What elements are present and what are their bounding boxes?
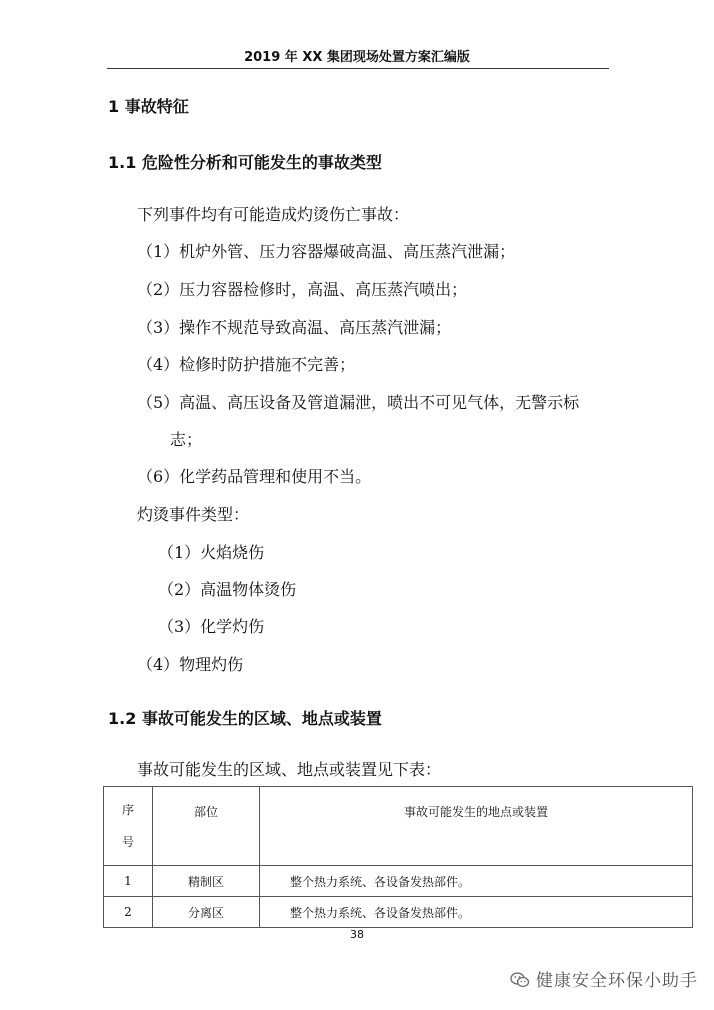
hazard-item-continuation: 志；	[170, 430, 203, 449]
watermark-text: 健康安全环保小助手	[536, 971, 698, 991]
page-number: 38	[350, 928, 364, 941]
cell-no: 2	[104, 897, 153, 928]
header-no-line-1: 序	[121, 803, 134, 817]
cell-location: 整个热力系统、各设备发热部件。	[260, 897, 693, 928]
header-no-line-2: 号	[121, 835, 134, 849]
burn-type-item: （2）高温物体烫伤	[158, 580, 297, 599]
burn-type-item: （3）化学灼伤	[158, 617, 265, 636]
hazard-item: （2）压力容器检修时，高温、高压蒸汽喷出；	[137, 280, 468, 299]
header-location: 事故可能发生的地点或装置	[260, 787, 693, 866]
hazard-item: （5）高温、高压设备及管道漏泄，喷出不可见气体，无警示标	[137, 393, 580, 412]
hazard-item: （3）操作不规范导致高温、高压蒸汽泄漏；	[137, 318, 452, 337]
section-1-1-heading: 1.1 危险性分析和可能发生的事故类型	[108, 153, 382, 172]
hazard-item: （4）检修时防护措施不完善；	[137, 355, 356, 374]
wechat-icon	[510, 972, 530, 988]
cell-location: 整个热力系统、各设备发热部件。	[260, 866, 693, 897]
location-table	[103, 786, 693, 928]
watermark	[510, 966, 698, 991]
section-1-2-heading: 1.2 事故可能发生的区域、地点或装置	[108, 709, 382, 728]
hazard-item: （6）化学药品管理和使用不当。	[137, 467, 372, 486]
table-row	[104, 897, 693, 928]
burn-type-item: （1）火焰烧伤	[158, 543, 265, 562]
cell-part: 精制区	[153, 866, 260, 897]
section-1-1-intro: 下列事件均有可能造成灼烫伤亡事故：	[137, 205, 410, 224]
header-no	[104, 787, 153, 866]
table-header-row	[104, 787, 693, 866]
burn-type-item: （4）物理灼伤	[137, 655, 244, 674]
header-part: 部位	[153, 787, 260, 866]
burn-types-label: 灼烫事件类型：	[137, 505, 250, 524]
section-1-2-intro: 事故可能发生的区域、地点或装置见下表：	[137, 760, 442, 779]
hazard-item: （1）机炉外管、压力容器爆破高温、高压蒸汽泄漏；	[137, 242, 516, 261]
section-1-heading: 1 事故特征	[108, 97, 189, 116]
page-header: 2019 年 XX 集团现场处置方案汇编版	[244, 50, 470, 65]
header-rule	[107, 68, 609, 69]
table-row	[104, 866, 693, 897]
cell-part: 分离区	[153, 897, 260, 928]
cell-no: 1	[104, 866, 153, 897]
